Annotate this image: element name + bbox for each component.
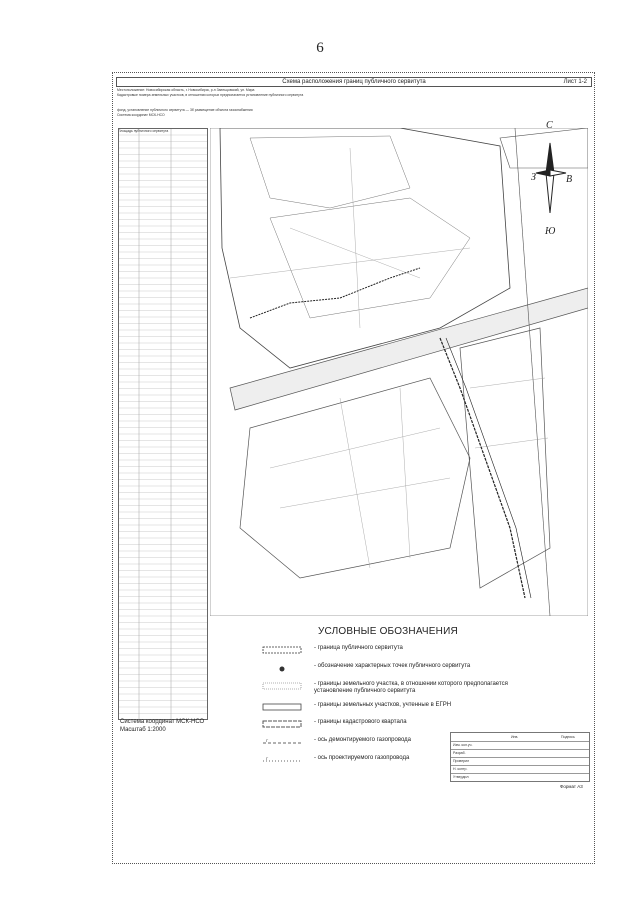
- stamp-row-4: Н. контр.: [453, 767, 468, 771]
- desc-line-1: Местоположение: Новосибирская область, г. Новосибирск, р-н Заельцовский, ул. Мира: [117, 88, 255, 92]
- compass-north: С: [546, 120, 553, 131]
- egrn-border-icon: [262, 702, 302, 712]
- table-caption: Площадь публичного сервитута: [118, 129, 169, 133]
- legend-item: - граница публичного сервитута: [262, 643, 582, 657]
- desc-line-2: Кадастровые номера земельных участков, в отношении которых предполагается установление публичного сервитута: [117, 93, 304, 97]
- legend-item: - границы земельных участков, учтенные в ЕГРН: [262, 700, 582, 714]
- desc-line-4: Система координат МСК-НСО: [117, 113, 165, 117]
- coordinate-system-note: [120, 718, 204, 734]
- svg-text:Г: Г: [266, 756, 269, 761]
- point-marker-icon: [262, 663, 302, 673]
- sheet-title: Схема расположения границ публичного сервитута: [282, 79, 426, 85]
- compass-east: В: [566, 174, 573, 185]
- legend-item: Г - ось проектируемого газопровода: [262, 753, 582, 767]
- cadastral-map: [210, 128, 588, 616]
- title-block: [450, 732, 590, 782]
- legend-item: - границы кадастрового квартала: [262, 717, 582, 731]
- stamp-col-2: Подпись: [561, 735, 575, 739]
- compass-west: З: [531, 172, 536, 183]
- parcel-border-icon: [262, 681, 302, 691]
- legend-item: Г - ось демонтируемого газопровода: [262, 735, 582, 749]
- sheet-number: Лист 1-2: [563, 79, 587, 85]
- dismantled-pipe-icon: [262, 737, 302, 747]
- stamp-col-1: Инв.: [511, 735, 519, 739]
- legend-item: - обозначение характерных точек публичного сервитута: [262, 661, 582, 675]
- page-number: 6: [316, 40, 324, 56]
- coordinate-system: Система координат МСК-НСО: [120, 719, 205, 725]
- stamp-row-2: Разраб.: [453, 751, 466, 755]
- planned-pipe-icon: [262, 755, 302, 765]
- legend-title: УСЛОВНЫЕ ОБОЗНАЧЕНИЯ: [318, 626, 458, 637]
- legend-item: - границы земельного участка, в отношении которого предполагается установление публичного сервитута: [262, 679, 582, 699]
- stamp-row-3: Проверил: [453, 759, 470, 763]
- desc-line-3: фонд, установление публичного сервитута — 3б размещение объекта газоснабжения: [117, 108, 253, 112]
- stamp-row-1: Изм. кол.уч.: [453, 743, 473, 747]
- map-scale: Масштаб 1:2000: [120, 727, 166, 733]
- sheet-header: [116, 77, 592, 87]
- svg-text:Г: Г: [266, 738, 269, 743]
- compass-south: Ю: [545, 226, 556, 237]
- sheet-format: Формат А3: [560, 784, 583, 789]
- stamp-row-5: Утвердил: [453, 775, 469, 779]
- coordinates-table: [118, 128, 208, 720]
- servitude-border-icon: [262, 645, 302, 655]
- quarter-border-icon: [262, 719, 302, 729]
